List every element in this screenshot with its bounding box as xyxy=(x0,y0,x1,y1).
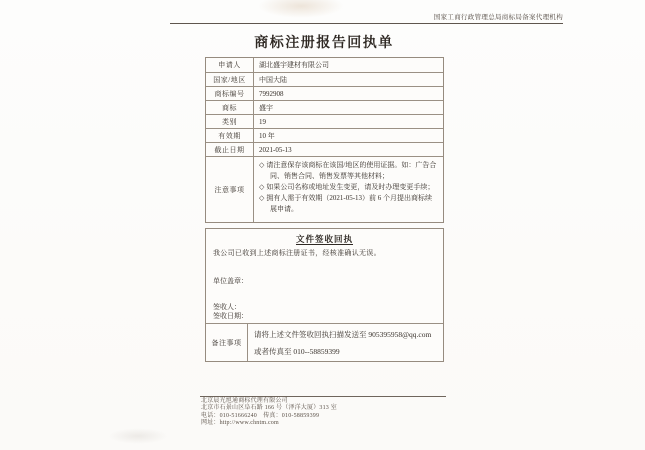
diamond-bullet-icon: ◇ xyxy=(259,161,265,169)
note-text: 拥有人需于有效期（2021-05-13）前 6 个月提出商标续展申请。 xyxy=(266,194,433,213)
row-label: 商标编号 xyxy=(206,87,254,100)
registration-table xyxy=(205,57,444,223)
row-label: 截止日期 xyxy=(206,143,254,156)
row-label: 商标 xyxy=(206,101,254,114)
note-item xyxy=(259,182,438,193)
agency-note: 国家工商行政管理总局商标局备案代理机构 xyxy=(170,13,563,24)
row-value: 盛宇 xyxy=(259,103,273,112)
note-text: 请注意保存该商标在该国/地区的使用证据。如：广告合同、销售合同、销售发票等其他材料； xyxy=(266,161,437,180)
note-item xyxy=(259,160,438,182)
table-row xyxy=(206,100,443,114)
seal-label: 单位盖章： xyxy=(213,277,248,285)
diamond-bullet-icon: ◇ xyxy=(259,183,265,191)
footer xyxy=(201,398,447,427)
footer-address: 北京市石景山区阜石路 166 号（泽洋大厦）313 室 xyxy=(201,405,337,412)
table-row xyxy=(206,58,443,72)
row-value: 湖北盛宇建材有限公司 xyxy=(259,61,329,69)
page-title: 商标注册报告回执单 xyxy=(254,36,394,51)
footer-website: 网址：http://www.chntm.com xyxy=(201,419,279,426)
row-value: 7992908 xyxy=(259,89,284,98)
table-row xyxy=(206,114,443,128)
notes-label: 注意事项 xyxy=(206,157,254,222)
row-label: 申请人 xyxy=(206,58,254,72)
signer-block xyxy=(213,303,436,321)
remarks-content xyxy=(248,324,443,361)
receipt-title: 文件签收回执 xyxy=(295,234,353,244)
row-label: 有效期 xyxy=(206,129,254,142)
table-row xyxy=(206,142,443,156)
row-label: 类别 xyxy=(206,115,254,128)
note-text: 如果公司名称或地址发生变更，请及时办理变更手续； xyxy=(266,183,435,191)
receipt-main-cell xyxy=(206,229,443,323)
row-value: 2021-05-13 xyxy=(259,145,292,154)
signer-label: 签收人： xyxy=(213,303,241,311)
notes-content xyxy=(254,157,443,222)
remarks-line-1: 请将上述文件签收回执扫描发送至 905395958@qq.com xyxy=(254,330,432,339)
table-row xyxy=(206,86,443,100)
remarks-row xyxy=(206,323,443,361)
footer-company: 北京晨光旭通商标代理有限公司 xyxy=(201,398,288,404)
note-item xyxy=(259,193,438,215)
remarks-line-2: 或者传真至 010--58859399 xyxy=(254,347,340,356)
footer-phone-fax: 电话：010-51666240 传真：010-58859399 xyxy=(201,412,320,419)
footer-divider xyxy=(200,396,446,397)
table-row xyxy=(206,128,443,142)
scan-smudge xyxy=(108,428,168,444)
confirmation-text: 我公司已收到上述商标注册证书，经核准确认无误。 xyxy=(213,249,381,257)
row-label: 国家/地区 xyxy=(206,73,254,86)
row-value: 10 年 xyxy=(259,131,275,140)
notes-row xyxy=(206,156,443,222)
row-value: 19 xyxy=(259,117,266,126)
remarks-label: 备注事项 xyxy=(206,324,248,361)
diamond-bullet-icon: ◇ xyxy=(259,194,265,202)
sign-date-label: 签收日期： xyxy=(213,312,248,320)
receipt-section xyxy=(205,228,444,362)
table-row xyxy=(206,72,443,86)
row-value: 中国大陆 xyxy=(259,75,287,84)
